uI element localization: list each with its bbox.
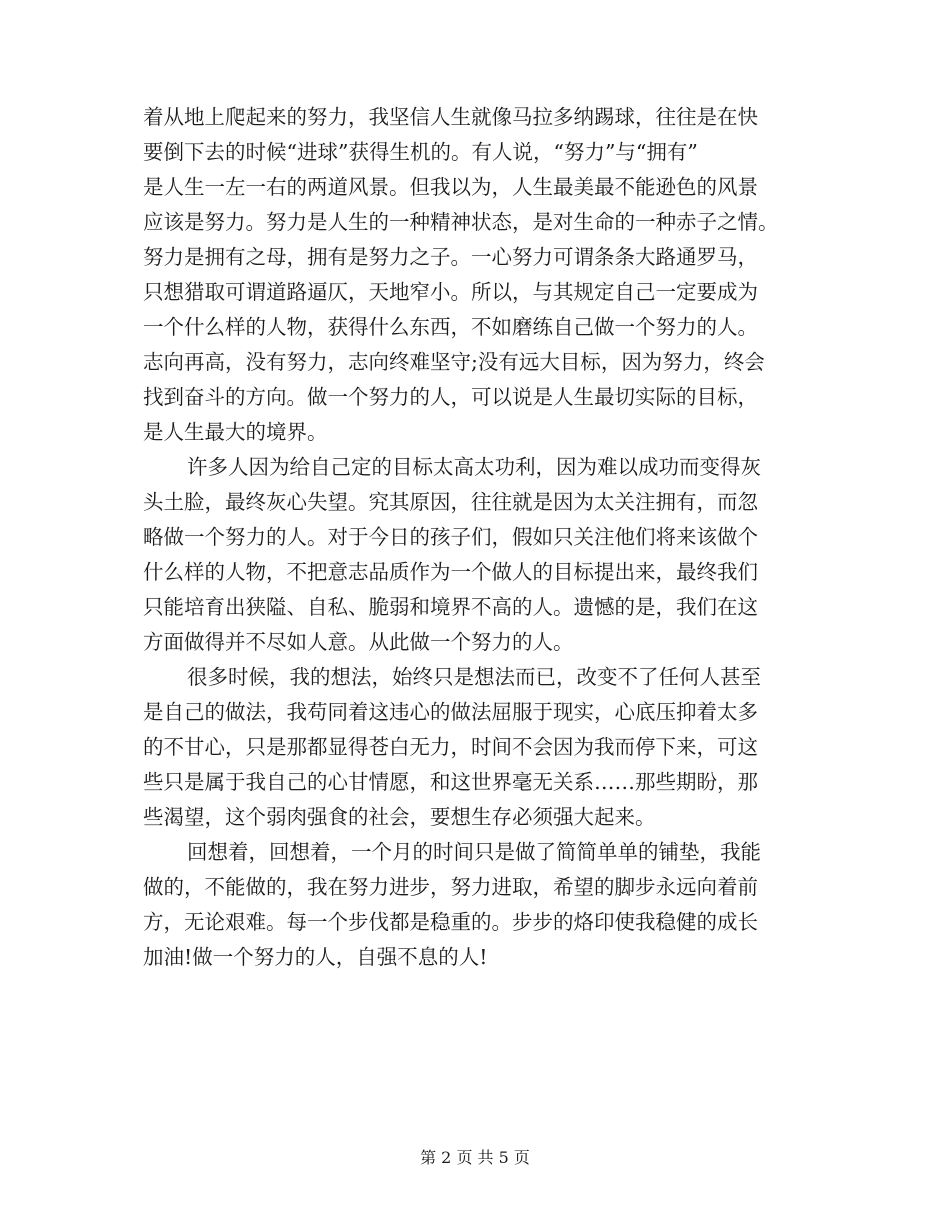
- text-line: 要倒下去的时候“进球”获得生机的。有人说，“努力”与“拥有”: [143, 140, 698, 164]
- paragraph-3: [143, 660, 813, 835]
- paragraph-1: [143, 100, 813, 450]
- text-line: 什么样的人物，不把意志品质作为一个做人的目标提出来，最终我们: [143, 560, 758, 584]
- text-line: 只能培育出狭隘、自私、脆弱和境界不高的人。遗憾的是，我们在这: [143, 595, 758, 619]
- text-line: 加油!做一个努力的人，自强不息的人!: [143, 945, 488, 969]
- text-line: 许多人因为给自己定的目标太高太功利，因为难以成功而变得灰: [187, 455, 761, 479]
- text-line: 应该是努力。努力是人生的一种精神状态，是对生命的一种赤子之情。: [143, 210, 779, 234]
- text-line: 努力是拥有之母，拥有是努力之子。一心努力可谓条条大路通罗马，: [143, 245, 758, 269]
- text-line: 志向再高，没有努力，志向终难坚守;没有远大目标，因为努力，终会: [143, 350, 765, 374]
- text-line: 些渴望，这个弱肉强食的社会，要想生存必须强大起来。: [143, 805, 656, 829]
- text-line: 头土脸，最终灰心失望。究其原因，往往就是因为太关注拥有，而忽: [143, 490, 758, 514]
- document-body: [143, 100, 813, 975]
- paragraph-2: [143, 450, 813, 660]
- paragraph-4: [143, 835, 813, 975]
- text-line: 着从地上爬起来的努力，我坚信人生就像马拉多纳踢球，往往是在快: [143, 105, 758, 129]
- page-number-footer: 第 2 页 共 5 页: [420, 1148, 530, 1167]
- text-line: 的不甘心，只是那都显得苍白无力，时间不会因为我而停下来，可这: [143, 735, 758, 759]
- text-line: 方，无论艰难。每一个步伐都是稳重的。步步的烙印使我稳健的成长: [143, 910, 758, 934]
- text-line: 些只是属于我自己的心甘情愿，和这世界毫无关系……那些期盼，那: [143, 770, 758, 794]
- text-line: 是人生最大的境界。: [143, 420, 328, 444]
- text-line: 很多时候，我的想法，始终只是想法而已，改变不了任何人甚至: [187, 665, 761, 689]
- text-line: 找到奋斗的方向。做一个努力的人，可以说是人生最切实际的目标，: [143, 385, 758, 409]
- text-line: 略做一个努力的人。对于今日的孩子们，假如只关注他们将来该做个: [143, 525, 758, 549]
- text-line: 只想猎取可谓道路逼仄，天地窄小。所以，与其规定自己一定要成为: [143, 280, 758, 304]
- text-line: 是自己的做法，我苟同着这违心的做法屈服于现实，心底压抑着太多: [143, 700, 758, 724]
- text-line: 方面做得并不尽如人意。从此做一个努力的人。: [143, 630, 574, 654]
- text-line: 一个什么样的人物，获得什么东西，不如磨练自己做一个努力的人。: [143, 315, 758, 339]
- text-line: 是人生一左一右的两道风景。但我以为，人生最美最不能逊色的风景: [143, 175, 758, 199]
- text-line: 回想着，回想着，一个月的时间只是做了简简单单的铺垫，我能: [187, 840, 761, 864]
- text-line: 做的，不能做的，我在努力进步，努力进取，希望的脚步永远向着前: [143, 875, 758, 899]
